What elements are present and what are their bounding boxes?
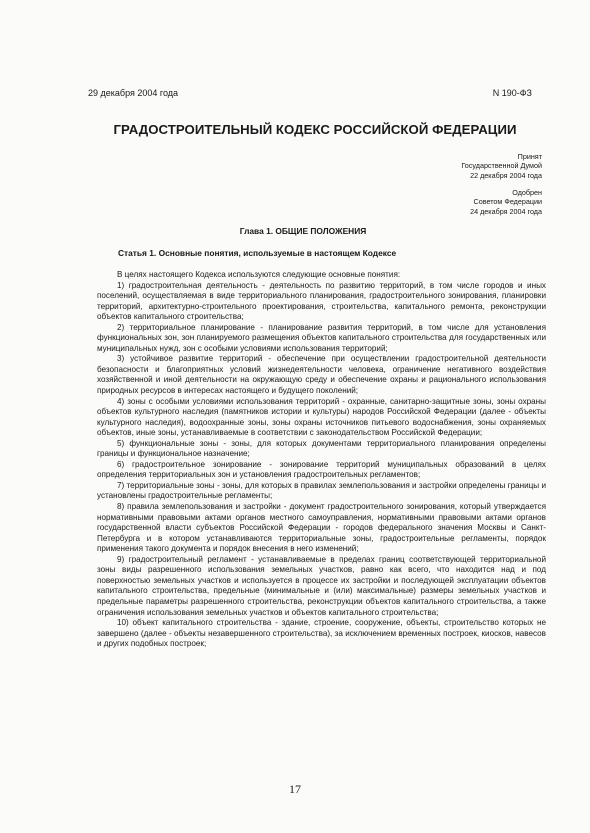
chapter-heading: Глава 1. ОБЩИЕ ПОЛОЖЕНИЯ (239, 226, 367, 236)
paragraph: 1) градостроительная деятельность - деятельность по развитию территорий, в том числе городов и иных поселений, осуществляемая в виде территориального планирования, градостроительного зонирования, планировки территорий, архитектурно-строительного проектирования, строительства, капитального ремонта, реконструкции объектов капитального строительства; (97, 280, 546, 322)
approved-line: Советом Федерации (473, 197, 542, 207)
paragraph: 5) функциональные зоны - зоны, для которых документами территориального планирования определены границы и функциональное назначение; (97, 438, 546, 459)
paragraph: В целях настоящего Кодекса используются следующие основные понятия: (117, 270, 401, 279)
adopted-line: Принят (517, 152, 542, 161)
approved-line: 24 декабря 2004 года (470, 206, 542, 216)
paragraph: 4) зоны с особыми условиями использования территорий - охранные, санитарно-защитные зоны, зоны охраны объектов культурного наследия (памятников истории и культуры) народов Российской Федерации (далее - объекты культурного наследия), водоохранные зоны, зоны охраны источников питьевого водоснабжения, зоны охраняемых объектов, иные зоны, устанавливаемые в соответствии с законодательством Российской Федерации; (97, 396, 546, 438)
law-number: N 190-ФЗ (492, 88, 532, 98)
law-date: 29 декабря 2004 года (88, 88, 179, 98)
document-title: ГРАДОСТРОИТЕЛЬНЫЙ КОДЕКС РОССИЙСКОЙ ФЕДЕРАЦИИ (113, 122, 517, 137)
adopted-block (461, 152, 542, 180)
adopted-line: Государственной Думой (461, 161, 542, 171)
approved-line: Одобрен (512, 188, 542, 197)
paragraph: 8) правила землепользования и застройки - документ градостроительного зонирования, который утверждается нормативными правовыми актами органов местного самоуправления, нормативными правовыми актами органов государственной власти субъектов Российской Федерации - городов федерального значения Москвы и Санкт-Петербурга и в котором устанавливаются территориальные зоны, градостроительные регламенты, порядок применения такого документа и порядок внесения в него изменений; (97, 502, 546, 554)
paragraph: 9) градостроительный регламент - устанавливаемые в пределах границ соответствующей территориальной зоны виды разрешенного использования земельных участков, равно как всего, что находится над и под поверхностью земельных участков и используется в процессе их застройки и последующей эксплуатации объектов капитального строительства, предельные (минимальные и (или) максимальные) размеры земельных участков и предельные параметры разрешенного строительства, реконструкции объектов капитального строительства, а также ограничения использования земельных участков и объектов капитального строительства; (97, 554, 546, 617)
paragraph: 10) объект капитального строительства - здание, строение, сооружение, объекты, строительство которых не завершено (далее - объекты незавершенного строительства), за исключением временных построек, киосков, навесов и других подобных построек; (97, 618, 546, 649)
paragraph: 3) устойчивое развитие территорий - обеспечение при осуществлении градостроительной деятельности безопасности и благоприятных условий жизнедеятельности человека, ограничение негативного воздействия хозяйственной и иной деятельности на окружающую среду и обеспечение охраны и рационального использования природных ресурсов в интересах настоящего и будущего поколений; (97, 354, 546, 396)
paragraph: 2) территориальное планирование - планирование развития территорий, в том числе для установления функциональных зон, зон планируемого размещения объектов капитального строительства для государственных или муниципальных нужд, зон с особыми условиями использования территорий; (97, 322, 546, 353)
page-number: 17 (289, 782, 301, 796)
article-heading: Статья 1. Основные понятия, используемые в настоящем Кодексе (118, 248, 397, 258)
article-body (97, 270, 546, 650)
approved-block (470, 188, 542, 216)
paragraph: 7) территориальные зоны - зоны, для которых в правилах землепользования и застройки определены границы и установлены градостроительные регламенты; (97, 480, 546, 501)
paragraph: 6) градостроительное зонирование - зонирование территорий муниципальных образований в целях определения территориальных зон и установления градостроительных регламентов; (97, 459, 546, 480)
adopted-line: 22 декабря 2004 года (470, 170, 542, 180)
